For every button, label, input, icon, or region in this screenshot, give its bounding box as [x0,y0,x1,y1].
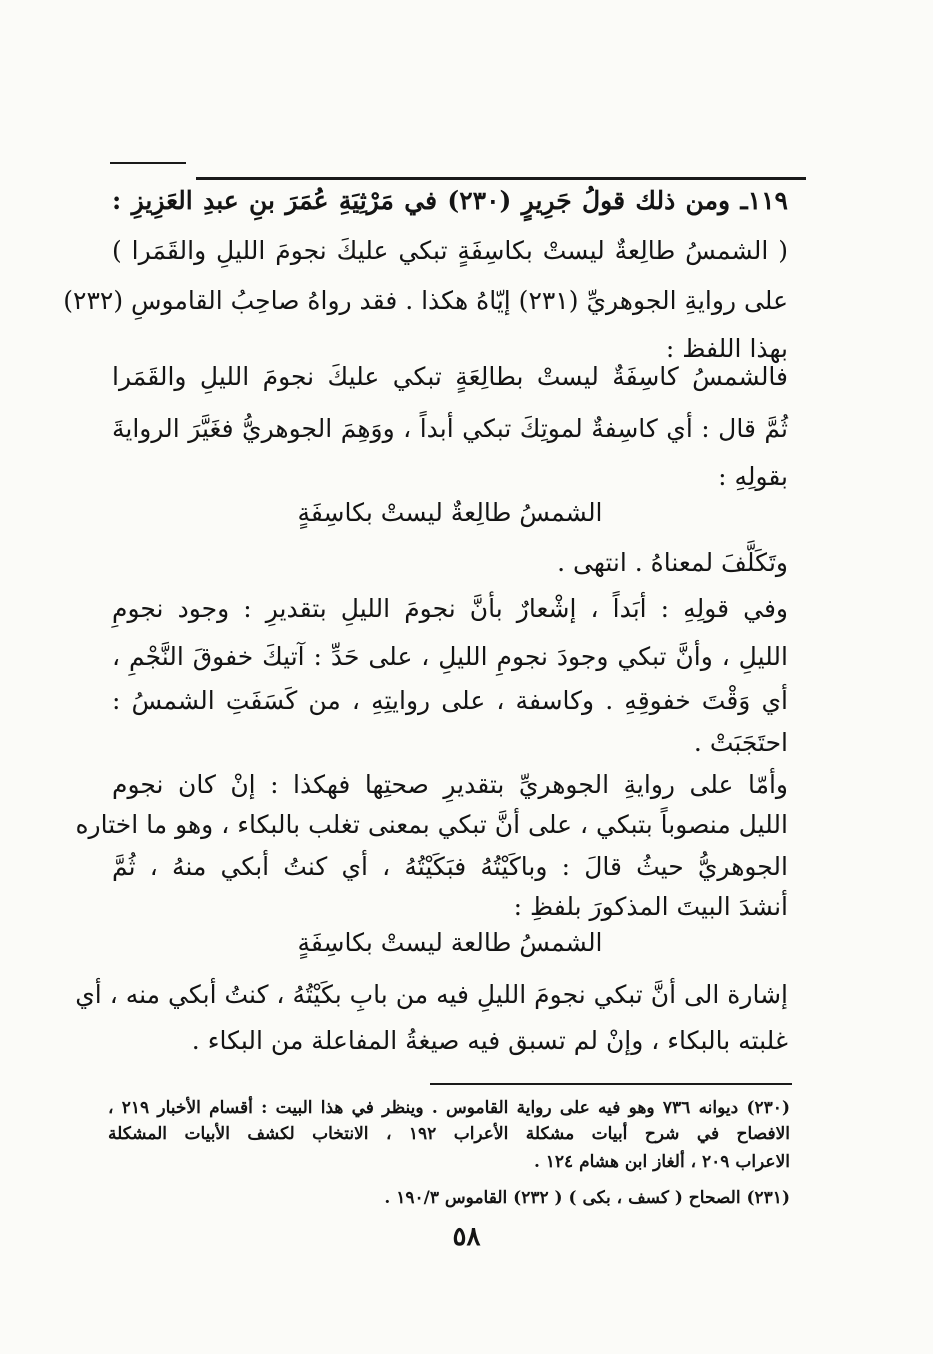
verse-line: الشمسُ طالِعةٌ ليستْ بكاسِفَةٍ [297,498,603,527]
text-line: ثُمَّ قال : أي كاسِفةٌ لموتِكَ تبكي أبداً ، ووَهِمَ الجوهريُّ فغَيَّرَ الروايةَ [112,414,788,443]
text-line: أي وَقْتَ خفوقِهِ . وكاسفة ، على روايتِهِ ، من كَسَفَتِ الشمسُ : [112,686,788,715]
text-line: أنشدَ البيتَ المذكورَ بلفظِ : [513,892,788,921]
footnote-rule [430,1083,792,1085]
text-line: الجوهريُّ حيثُ قالَ : وباكَيْتُهُ فبَكَيْتُهُ ، أي كنتُ أبكي منهُ ، ثُمَّ [112,852,788,881]
header-rule-short [110,162,186,164]
text-line: وأمّا على روايةِ الجوهريِّ بتقديرِ صحتِها فهكذا : إنْ كان نجوم [112,770,788,799]
text-line: وتَكَلَّفَ لمعناهُ . انتهى . [557,548,788,577]
text-line: وفي قولِهِ : أبَداً ، إشْعارٌ بأنَّ نجومَ الليلِ بتقديرِ : وجود نجومِ [112,594,788,623]
verse-line: ( الشمسُ طالِعةٌ ليستْ بكاسِفَةٍ تبكي عليكَ نجومَ الليلِ والقَمَرا ) [112,236,788,265]
text-line: الليلِ ، وأنَّ تبكي وجودَ نجومِ الليلِ ، على حَدِّ : آتيكَ خفوقَ النَّجْمِ ، [112,642,788,671]
text-line: بقولِهِ : [718,462,788,491]
header-rule-long [196,177,806,180]
verse-line: الشمسُ طالعة ليستْ بكاسِفَةٍ [297,928,603,957]
footnote-line: (٢٣١) الصحاح ( كسف ، بكى ) ( ٢٣٢) القاموس ١٩٠/٣ . [384,1188,790,1208]
text-line: ١١٩ـ ومن ذلك قولُ جَرِيرٍ (٢٣٠) في مَرْثِيَةِ عُمَرَ بنِ عبدِ العَزِيزِ : [112,186,788,215]
text-line: غلبته بالبكاء ، وإنْ لم تسبق فيه صيغةُ المفاعلة من البكاء . [191,1026,788,1055]
page-number: ٥٨ [452,1222,481,1252]
text-line: على روايةِ الجوهريِّ (٢٣١) إيّاهُ هكذا . فقد رواهُ صاحِبُ القاموسِ (٢٣٢) [63,286,788,315]
footnote-line: الاعراب ٢٠٩ ، ألغاز ابن هشام ١٢٤ . [533,1152,790,1172]
text-line: بهذا اللفظ : [665,334,788,363]
footnote-line: (٢٣٠) ديوانه ٧٣٦ وهو فيه على رواية القاموس . وينظر في هذا البيت : أقسام الأخبار ٢١٩ ، [108,1098,790,1118]
text-line: احتَجَبَتْ . [693,728,788,757]
footnote-line: الافصاح في شرح أبيات مشكلة الأعراب ١٩٢ ، الانتخاب لكشف الأبيات المشكلة [108,1124,790,1144]
text-line: الليل منصوباً بتبكي ، على أنَّ تبكي بمعنى تغلب بالبكاء ، وهو ما اختاره [75,810,788,839]
text-line: إشارة الى أنَّ تبكي نجومَ الليلِ فيه من بابِ بكَيْتُهُ ، كنتُ أبكي منه ، أي [75,980,788,1009]
verse-line: فالشمسُ كاسِفَةٌ ليستْ بطالِعَةٍ تبكي عليكَ نجومَ الليلِ والقَمَرا [112,362,788,391]
